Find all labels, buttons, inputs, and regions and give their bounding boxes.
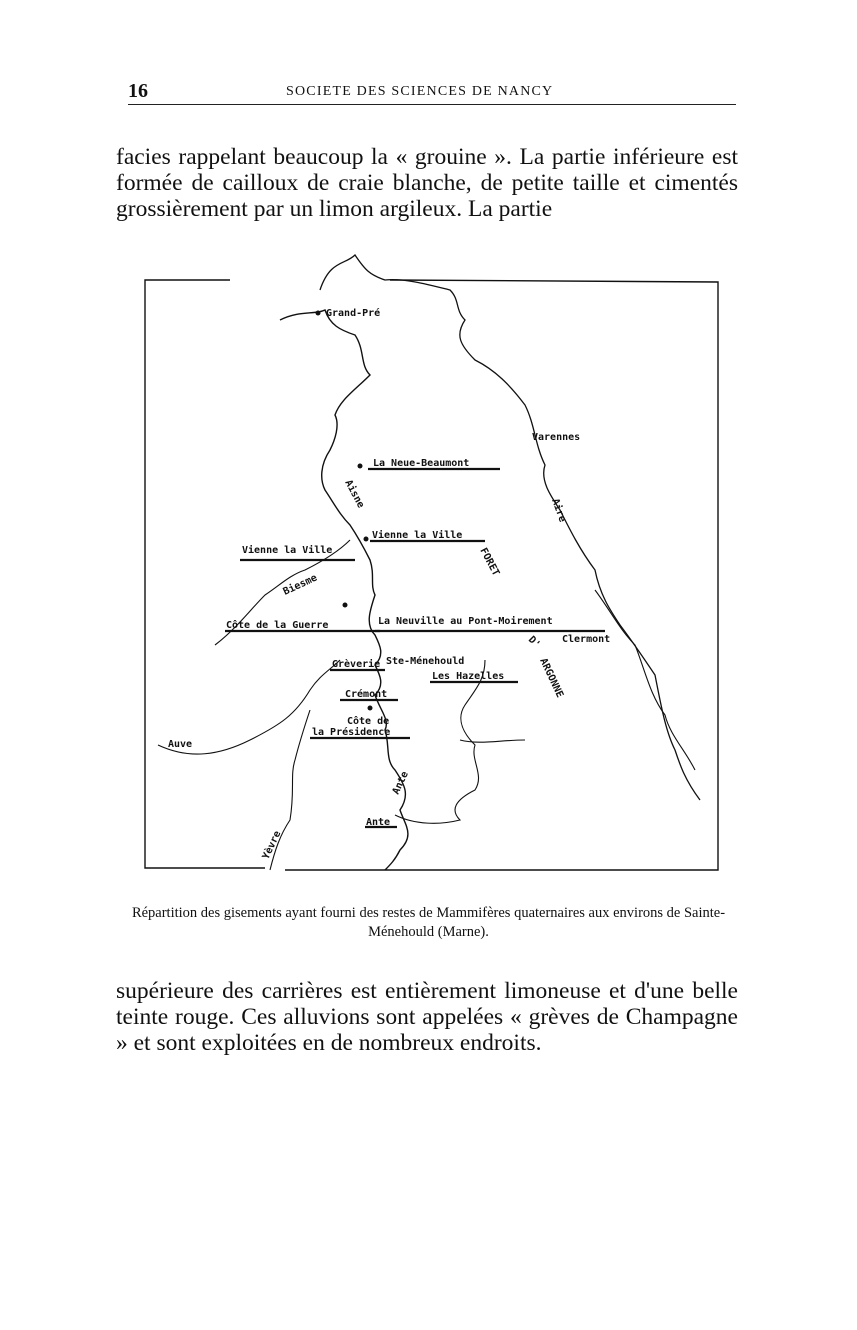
map-frame xyxy=(145,280,265,868)
locality-label-la-neue-beaumont: La Neue-Beaumont xyxy=(373,458,470,469)
page-header xyxy=(128,80,736,105)
body-paragraph-bottom: supérieure des carrières est entièrement limoneuse et d'une belle teinte rouge. Ces alluvions sont appelées « grèves de Champagne » et sont exploitées en de nombreux endroits. xyxy=(116,978,738,1056)
locality-label-ste-menehould: Ste-Ménehould xyxy=(386,656,465,667)
locality-label-vienne-la-ville-west: Vienne la Ville xyxy=(242,545,333,556)
forest-label-d: D' xyxy=(525,634,543,651)
locality-label-varennes: Varennes xyxy=(532,432,581,443)
forest-label-foret: FORET xyxy=(477,546,502,578)
forest-label-argonne: ARGONNE xyxy=(537,656,566,700)
locality-label-les-hazelles: Les Hazelles xyxy=(432,671,505,682)
map-svg xyxy=(140,250,730,880)
river-label-ante: Ante xyxy=(390,769,411,797)
locality-label-ante: Ante xyxy=(366,817,391,828)
river-label-yevre: Yèvre xyxy=(260,829,284,862)
map-figure xyxy=(140,250,730,880)
locality-label-clermont: Clermont xyxy=(562,634,611,645)
page-number: 16 xyxy=(128,80,148,102)
body-paragraph-top: facies rappelant beaucoup la « grouine ». La partie inférieure est formée de cailloux de craie blanche, de petite taille et cimentés grossièrement par un limon argileux. La partie xyxy=(116,144,738,222)
locality-label-vienne-la-ville-east: Vienne la Ville xyxy=(372,530,463,541)
map-frame-right xyxy=(285,280,718,870)
locality-label-auve: Auve xyxy=(168,739,193,750)
locality-label-greverie: Grèverie xyxy=(332,659,381,670)
running-head: SOCIETE DES SCIENCES DE NANCY xyxy=(286,84,554,99)
river-aire-lower xyxy=(595,590,695,770)
river-label-aire: Aire xyxy=(549,497,568,524)
river-label-biesme: Biesme xyxy=(281,572,320,598)
figure-caption: Répartition des gisements ayant fourni des restes de Mammifères quaternaires aux environs de Sainte-Ménehould (Marne). xyxy=(131,905,726,940)
locality-label-la-neuville: La Neuville au Pont-Moirement xyxy=(378,616,553,627)
locality-label-la-presidence: la Présidence xyxy=(312,727,391,738)
river-label-aisne: Aisne xyxy=(342,478,367,510)
locality-label-cremont: Crémont xyxy=(345,689,388,700)
river-tributary xyxy=(460,740,525,742)
locality-label-cote-de: Côte de xyxy=(347,716,390,727)
locality-label-grand-pre: Grand-Pré xyxy=(326,308,381,319)
locality-label-cote-de-la-guerre: Côte de la Guerre xyxy=(226,620,329,631)
